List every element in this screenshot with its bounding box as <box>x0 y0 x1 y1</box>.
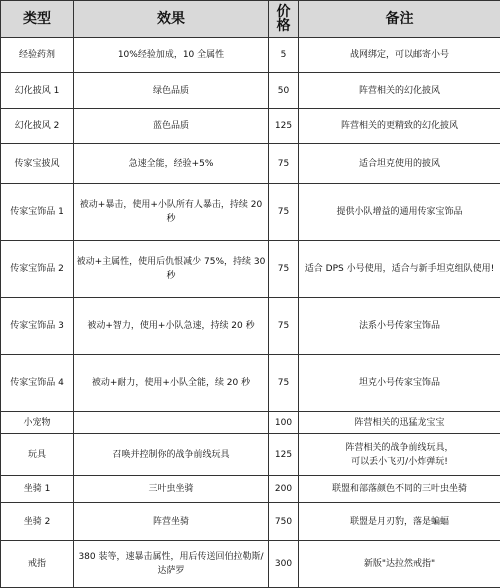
cell-effect <box>74 412 269 434</box>
table-row <box>1 434 500 476</box>
note-line: 可以丢小飞刃/小炸弹玩! <box>300 455 499 469</box>
cell-type: 坐骑 1 <box>1 476 74 503</box>
table-row <box>1 541 500 588</box>
cell-price: 75 <box>269 241 299 298</box>
cell-note: 法系小号传家宝饰品 <box>299 298 500 355</box>
header-note: 备注 <box>299 1 500 38</box>
cell-effect: 被动+主属性，使用后仇恨减少 75%，持续 30 秒 <box>74 241 269 298</box>
header-effect: 效果 <box>74 1 269 38</box>
table-row <box>1 184 500 241</box>
table-row <box>1 73 500 109</box>
cell-price: 50 <box>269 73 299 109</box>
cell-type: 幻化披风 2 <box>1 109 74 144</box>
cell-effect: 被动+暴击，使用+小队所有人暴击，持续 20 秒 <box>74 184 269 241</box>
note-line: 阵营相关的战争前线玩具， <box>300 441 499 455</box>
cell-effect: 三叶虫坐骑 <box>74 476 269 503</box>
cell-note: 新版"达拉然戒指" <box>299 541 500 588</box>
cell-type: 传家宝饰品 3 <box>1 298 74 355</box>
cell-price: 75 <box>269 355 299 412</box>
cell-note: 阵营相关的更精致的幻化披风 <box>299 109 500 144</box>
cell-effect: 阵营坐骑 <box>74 503 269 541</box>
table-row <box>1 144 500 184</box>
cell-price: 300 <box>269 541 299 588</box>
cell-type: 传家宝饰品 1 <box>1 184 74 241</box>
table-header-row <box>1 1 500 38</box>
cell-type: 戒指 <box>1 541 74 588</box>
cell-price: 100 <box>269 412 299 434</box>
cell-type: 经验药剂 <box>1 38 74 73</box>
cell-type: 传家宝饰品 4 <box>1 355 74 412</box>
cell-type: 玩具 <box>1 434 74 476</box>
table-row <box>1 476 500 503</box>
cell-effect: 急速全能，经验+5% <box>74 144 269 184</box>
cell-note <box>299 434 500 476</box>
table-row <box>1 38 500 73</box>
cell-price: 75 <box>269 184 299 241</box>
cell-note: 战网绑定，可以邮寄小号 <box>299 38 500 73</box>
cell-type: 传家宝饰品 2 <box>1 241 74 298</box>
cell-type: 传家宝披风 <box>1 144 74 184</box>
table-row <box>1 503 500 541</box>
header-type: 类型 <box>1 1 74 38</box>
cell-note: 阵营相关的迅猛龙宝宝 <box>299 412 500 434</box>
cell-type: 小宠物 <box>1 412 74 434</box>
cell-price: 75 <box>269 144 299 184</box>
cell-type: 幻化披风 1 <box>1 73 74 109</box>
cell-price: 125 <box>269 434 299 476</box>
table-row <box>1 355 500 412</box>
cell-price: 200 <box>269 476 299 503</box>
cell-effect: 蓝色品质 <box>74 109 269 144</box>
cell-note: 联盟和部落颜色不同的三叶虫坐骑 <box>299 476 500 503</box>
cell-note: 适合 DPS 小号使用，适合与新手坦克组队使用! <box>299 241 500 298</box>
cell-note: 联盟是月刃豹，落是蝙蝠 <box>299 503 500 541</box>
table-row <box>1 412 500 434</box>
cell-effect: 被动+耐力，使用+小队全能，续 20 秒 <box>74 355 269 412</box>
cell-effect: 绿色品质 <box>74 73 269 109</box>
cell-effect: 召唤并控制你的战争前线玩具 <box>74 434 269 476</box>
cell-price: 75 <box>269 298 299 355</box>
cell-effect: 被动+智力，使用+小队急速，持续 20 秒 <box>74 298 269 355</box>
cell-note: 适合坦克使用的披风 <box>299 144 500 184</box>
cell-price: 750 <box>269 503 299 541</box>
cell-note: 提供小队增益的通用传家宝饰品 <box>299 184 500 241</box>
cell-price: 125 <box>269 109 299 144</box>
table-row <box>1 109 500 144</box>
table-row <box>1 298 500 355</box>
table-row <box>1 241 500 298</box>
cell-effect: 380 装等，速暴击属性，用后传送回伯拉勒斯/达萨罗 <box>74 541 269 588</box>
cell-effect: 10%经验加成，10 全属性 <box>74 38 269 73</box>
cell-type: 坐骑 2 <box>1 503 74 541</box>
cell-note: 坦克小号传家宝饰品 <box>299 355 500 412</box>
cell-note: 阵营相关的幻化披风 <box>299 73 500 109</box>
header-price: 价格 <box>269 1 299 38</box>
cell-price: 5 <box>269 38 299 73</box>
